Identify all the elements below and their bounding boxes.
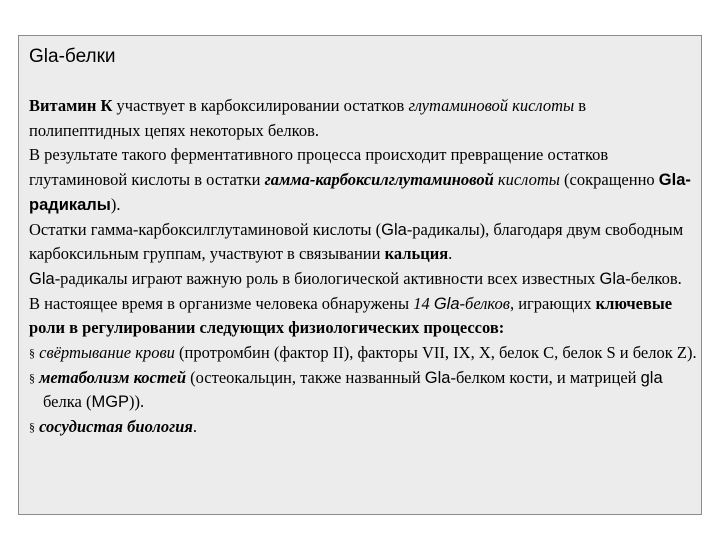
- text: белка (: [43, 392, 92, 412]
- text: )).: [129, 392, 145, 412]
- text: В результате такого ферментативного процесса происходит превращение остатков глутаминовой кислоты в остатки: [29, 145, 609, 190]
- text-italic: глутаминовой кислоты: [408, 96, 575, 115]
- section-sign-bullet-icon: §: [29, 346, 35, 361]
- paragraph-role: [29, 267, 699, 292]
- text: -радикалы), благодаря двум свободным карбоксильным группам, участвуют в связывании: [29, 219, 684, 264]
- text: , играющих: [509, 293, 596, 313]
- text-bold: ключевые роли в регулировании следующих физиологических процессов:: [29, 293, 673, 338]
- slide-frame: [18, 35, 702, 515]
- text: MGP: [91, 393, 130, 412]
- text: (протромбин (фактор II), факторы VII, IX, X, белок С, белок S и белок Z).: [174, 343, 697, 363]
- text: Gla: [381, 220, 407, 239]
- slide-title: Gla-белки: [29, 46, 116, 67]
- text-bold: Gla-радикалы: [29, 171, 691, 214]
- text: Остатки гамма-карбоксилглутаминовой кислоты (: [29, 219, 382, 239]
- text: Gla: [599, 269, 626, 288]
- text: ).: [110, 194, 121, 214]
- list-item-bone-metabolism: [29, 366, 699, 415]
- text-italic: -белков: [459, 293, 510, 313]
- paragraph-processes: [29, 292, 699, 341]
- section-sign-bullet-icon: §: [29, 370, 35, 385]
- text: участвует в карбоксилировании остатков: [112, 96, 409, 115]
- text: -радикалы играют важную роль в биологической активности всех известных: [54, 268, 600, 288]
- text-italic: свёртывание крови: [39, 343, 175, 363]
- text: .: [448, 244, 453, 264]
- text: (сокращенно: [559, 170, 659, 190]
- text-bold-italic: метаболизм костей: [39, 367, 186, 387]
- text: В настоящее время в организме человека обнаружены: [29, 293, 414, 313]
- text: Gla: [29, 269, 55, 288]
- list-item-vascular-biology: [29, 415, 699, 440]
- slide-body: [29, 94, 699, 440]
- text-italic: кислоты: [493, 170, 560, 190]
- list-item-blood-clotting: [29, 341, 699, 366]
- text-bold: Витамин К: [29, 96, 113, 115]
- text: Gla: [424, 368, 451, 387]
- text: (остеокальцин, также названный: [186, 367, 425, 387]
- text-italic: 14: [413, 293, 434, 313]
- text: в полипептидных цепях некоторых белков.: [29, 96, 587, 140]
- text: gla: [640, 368, 663, 387]
- paragraph-calcium: [29, 218, 699, 267]
- section-sign-bullet-icon: §: [29, 420, 35, 435]
- paragraph-vitamin-k: [29, 94, 699, 143]
- text: -белком кости, и матрицей: [450, 367, 641, 387]
- text: -белков.: [625, 268, 682, 288]
- paragraph-conversion: [29, 143, 699, 217]
- text-bold-italic: гамма-карбоксилглутаминовой: [264, 170, 494, 190]
- text: .: [192, 417, 198, 437]
- text-italic: Gla: [433, 294, 460, 313]
- text-bold-italic: сосудистая биология: [39, 417, 193, 437]
- text-bold: кальция: [384, 244, 449, 264]
